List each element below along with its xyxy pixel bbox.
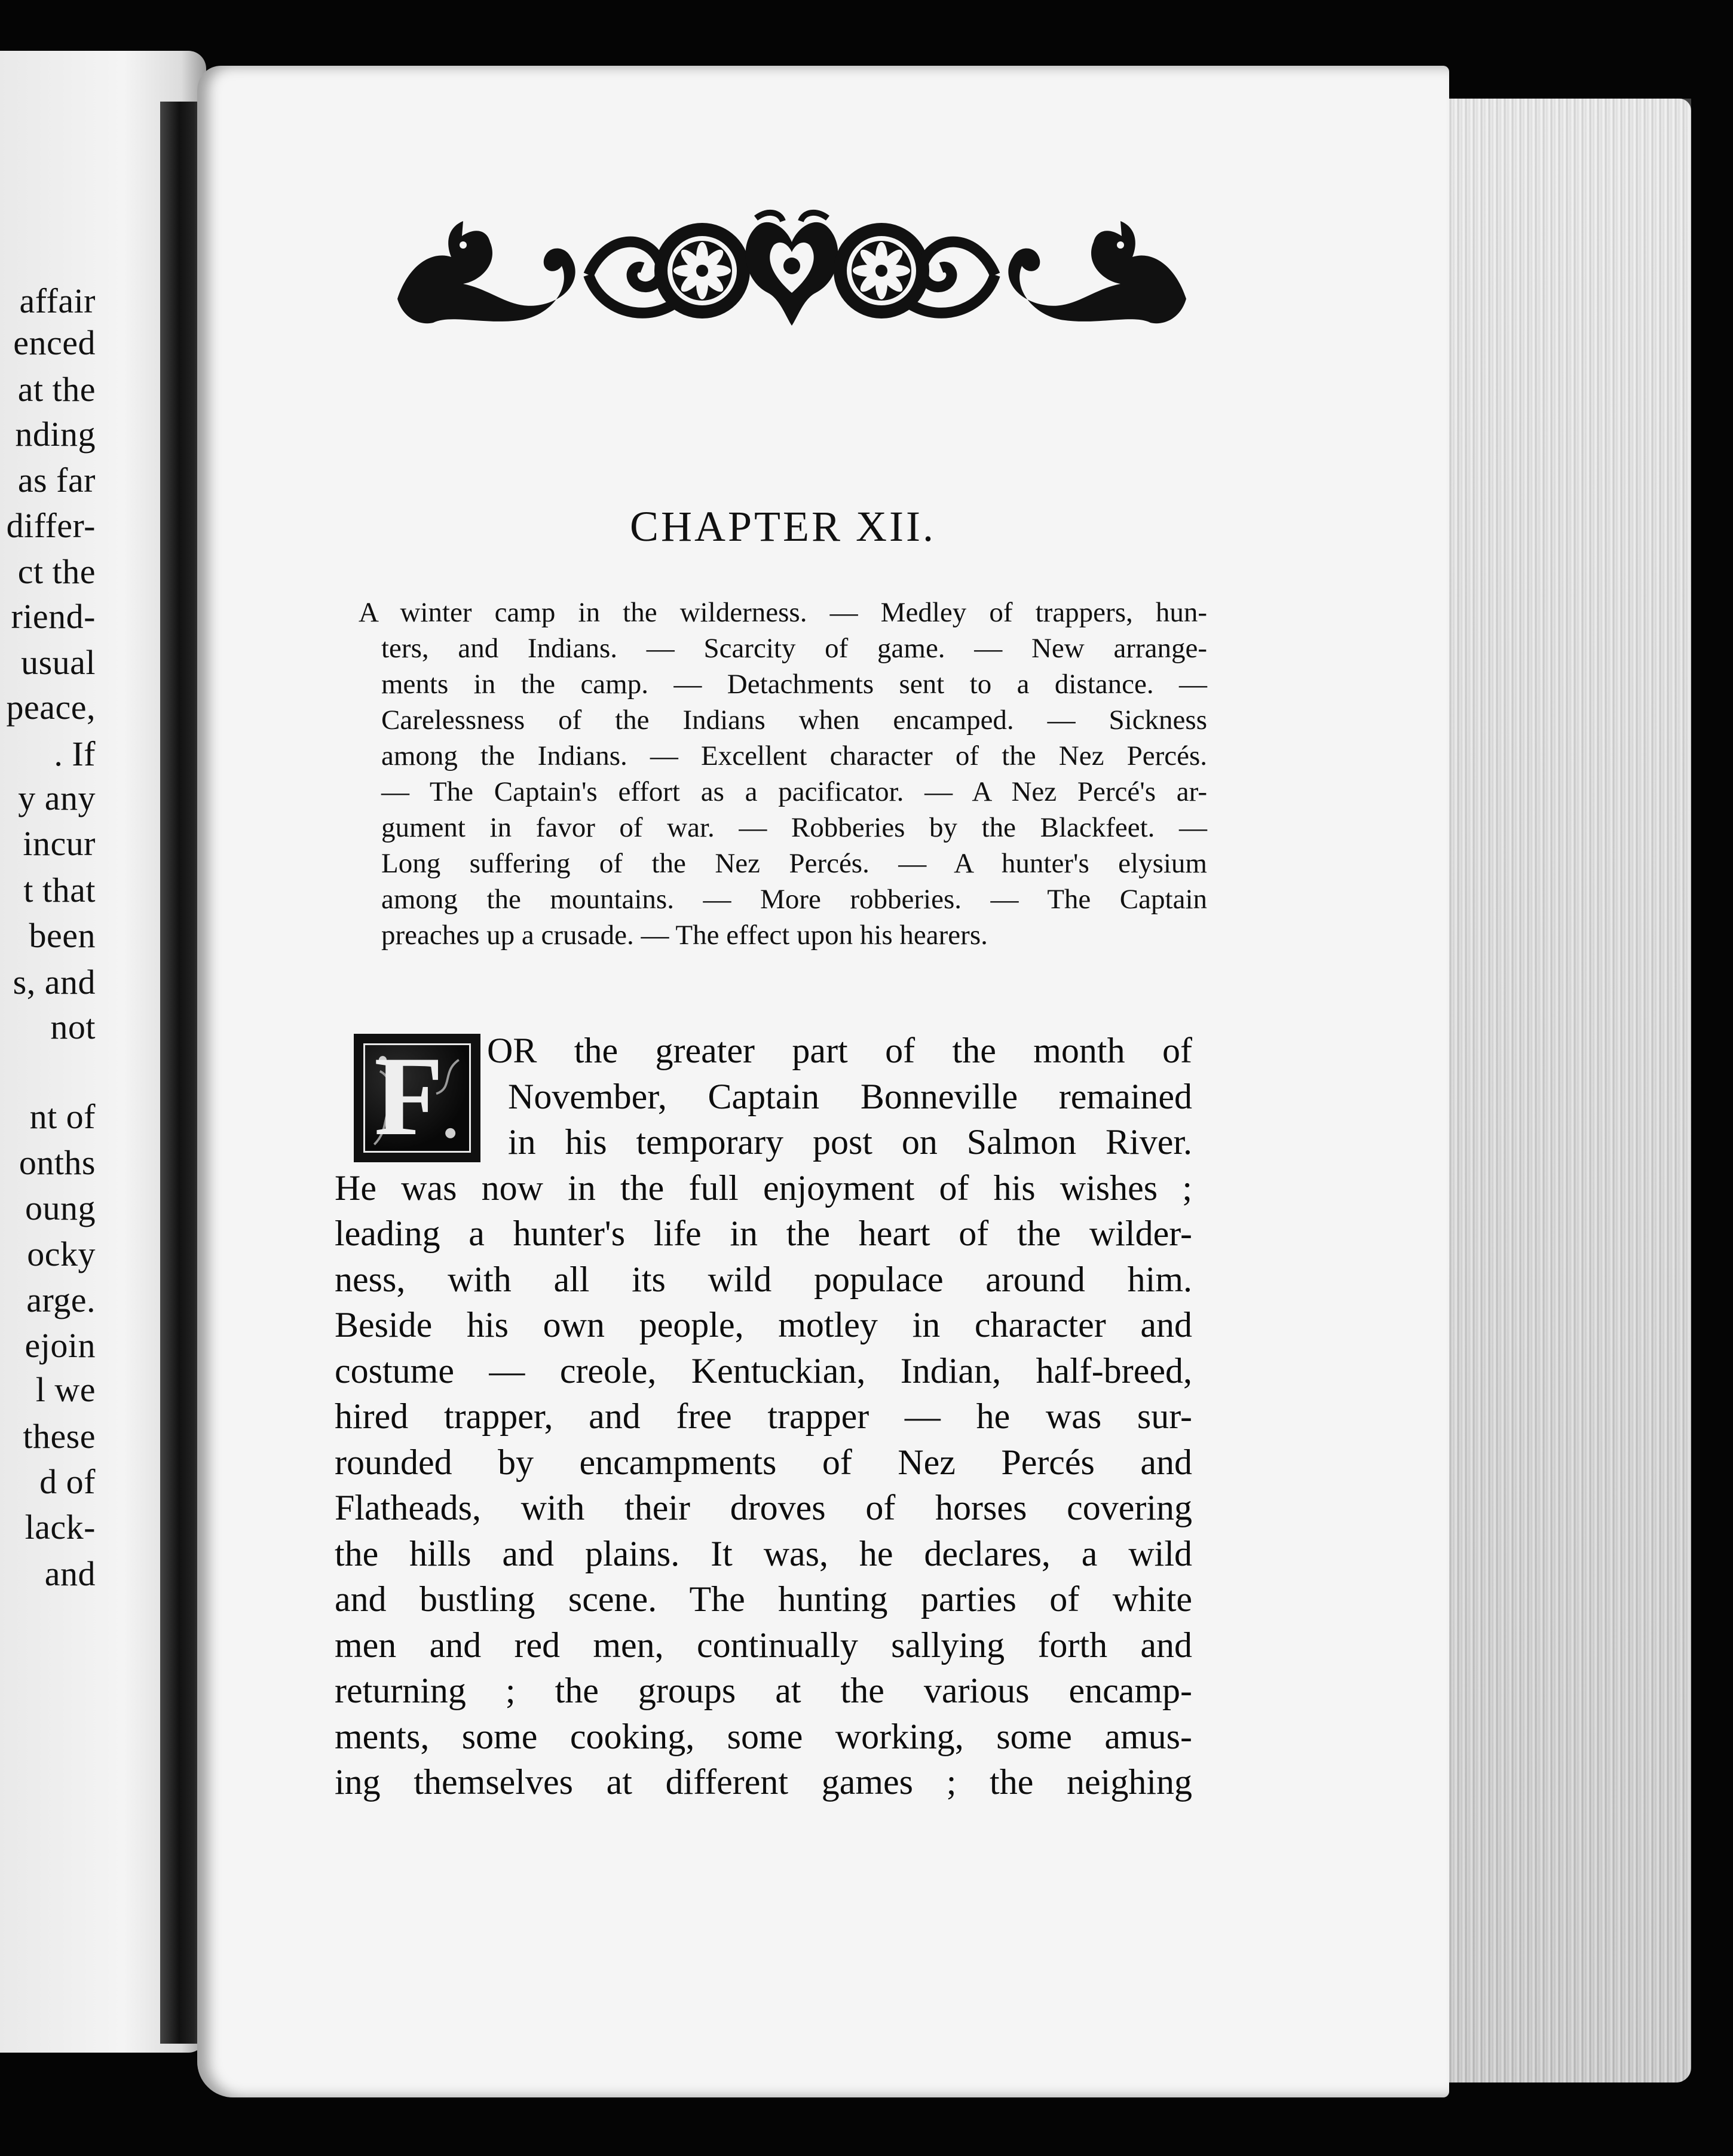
- body-line: men and red men, continually sallying forth and: [335, 1625, 1192, 1665]
- left-page-line: y any: [18, 779, 96, 817]
- body-line: OR the greater part of the month of: [487, 1031, 1192, 1070]
- left-page-line: riend-: [11, 597, 96, 636]
- body-line: Flatheads, with their droves of horses covering: [335, 1488, 1192, 1527]
- synopsis-line: — The Captain's effort as a pacificator. — A Nez Percé's ar-: [381, 776, 1207, 807]
- body-line: ing themselves at different games ; the neighing: [335, 1762, 1192, 1802]
- left-page-line: oung: [25, 1189, 96, 1227]
- left-page-line: onths: [19, 1143, 96, 1182]
- left-page-line: incur: [23, 824, 96, 863]
- left-page-line: nt of: [29, 1097, 96, 1136]
- synopsis-line: among the Indians. — Excellent character of the Nez Percés.: [381, 740, 1207, 771]
- left-page-line: ejoin: [25, 1326, 96, 1365]
- left-page-line: and: [44, 1554, 96, 1593]
- left-page-line: been: [29, 916, 96, 955]
- synopsis-line: A winter camp in the wilderness. — Medley of trappers, hun-: [359, 597, 1207, 628]
- body-line: ness, with all its wild populace around him.: [335, 1259, 1192, 1299]
- synopsis-line: among the mountains. — More robberies. — The Captain: [381, 884, 1207, 915]
- body-line: leading a hunter's life in the heart of the wilder-: [335, 1214, 1192, 1253]
- left-page-line: d of: [39, 1462, 96, 1501]
- body-line: November, Captain Bonneville remained: [508, 1076, 1192, 1116]
- body-line: in his temporary post on Salmon River.: [508, 1122, 1192, 1162]
- synopsis-line: ters, and Indians. — Scarcity of game. — New arrange-: [381, 633, 1207, 664]
- left-page-line: arge.: [26, 1281, 96, 1319]
- left-page-line: differ-: [6, 506, 96, 545]
- left-page-line: l we: [35, 1370, 96, 1409]
- left-page-line: peace,: [6, 688, 96, 727]
- synopsis-line: ments in the camp. — Detachments sent to a distance. —: [381, 669, 1207, 700]
- body-line: Beside his own people, motley in character and: [335, 1305, 1192, 1345]
- body-line: rounded by encampments of Nez Percés and: [335, 1442, 1192, 1482]
- left-page-line: ocky: [27, 1235, 96, 1273]
- body-line: and bustling scene. The hunting parties of white: [335, 1579, 1192, 1619]
- body-line: ments, some cooking, some working, some amus-: [335, 1716, 1192, 1756]
- synopsis-line: Carelessness of the Indians when encamped. — Sickness: [381, 705, 1207, 736]
- left-page-line: ct the: [17, 552, 96, 591]
- body-line: hired trapper, and free trapper — he was sur-: [335, 1396, 1192, 1436]
- synopsis-line: gument in favor of war. — Robberies by the Blackfeet. —: [381, 812, 1207, 843]
- left-page-line: as far: [17, 461, 96, 500]
- chapter-title: CHAPTER XII.: [630, 503, 936, 550]
- drop-cap-initial: [354, 1034, 480, 1162]
- body-line: costume — creole, Kentuckian, Indian, half-breed,: [335, 1350, 1192, 1391]
- body-line: returning ; the groups at the various encamp-: [335, 1671, 1192, 1710]
- left-page-line: t that: [23, 871, 96, 909]
- left-page-line: usual: [21, 643, 96, 682]
- drop-cap-letter: F: [374, 1034, 444, 1159]
- synopsis-line: preaches up a crusade. — The effect upon his hearers.: [381, 920, 988, 951]
- left-page-line: lack-: [25, 1508, 96, 1546]
- synopsis-line: Long suffering of the Nez Percés. — A hunter's elysium: [381, 848, 1207, 879]
- left-page-line: not: [50, 1007, 96, 1046]
- left-page-line: . If: [54, 734, 96, 773]
- body-line: He was now in the full enjoyment of his wishes ;: [335, 1168, 1192, 1208]
- left-page-line: s, and: [13, 963, 96, 1002]
- decorative-headpiece-icon: [391, 209, 1192, 332]
- left-page-line: affair: [19, 281, 96, 320]
- body-line: the hills and plains. It was, he declares, a wild: [335, 1533, 1192, 1573]
- left-page-line: these: [23, 1417, 96, 1456]
- left-page-line: at the: [17, 370, 96, 409]
- left-page-line: enced: [13, 323, 96, 362]
- left-page-line: nding: [15, 415, 96, 454]
